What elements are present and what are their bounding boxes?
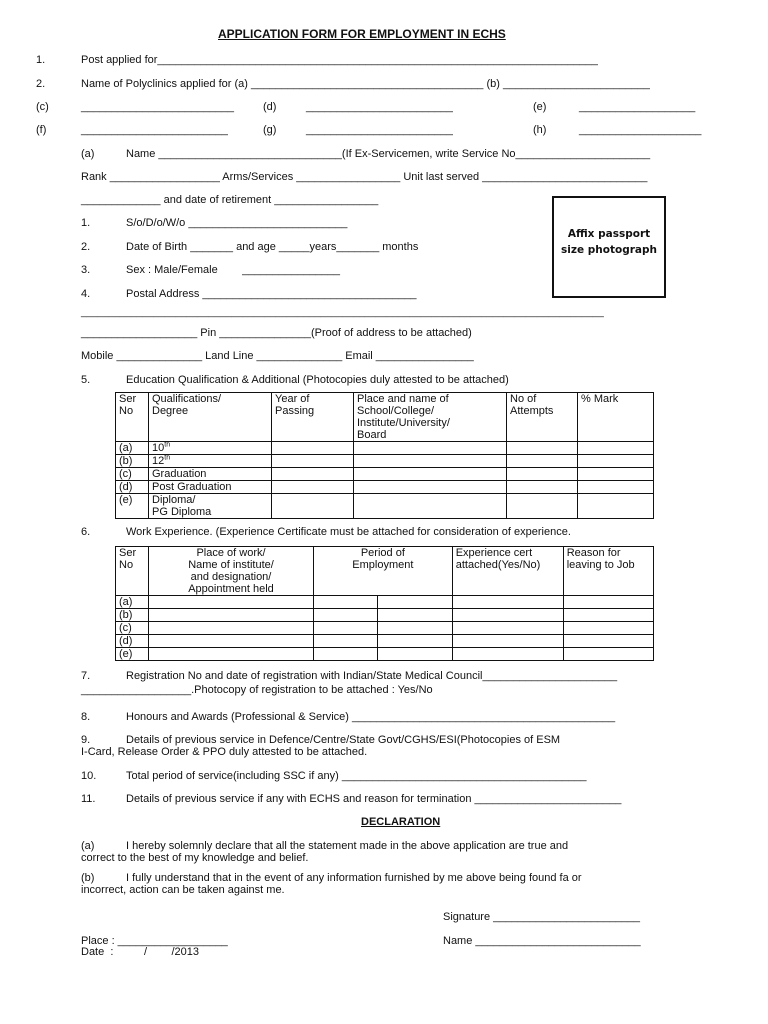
work-reason-cell[interactable] xyxy=(563,635,653,648)
work-place-cell[interactable] xyxy=(149,609,314,622)
edu-header-qualification: Qualifications/ Degree xyxy=(149,393,272,442)
previous-service-text-2: I-Card, Release Order & PPO duly attested to be attached. xyxy=(81,746,368,758)
item-5-number: 5. xyxy=(81,374,91,386)
work-cert-cell[interactable] xyxy=(452,596,563,609)
edu-place-cell[interactable] xyxy=(354,442,507,455)
date-field[interactable]: Date : / /2013 xyxy=(81,946,199,958)
work-from-cell[interactable] xyxy=(314,609,378,622)
polyclinic-e-field[interactable]: ___________________ xyxy=(579,101,696,113)
photo-text-2: size photograph xyxy=(561,244,657,256)
work-place-cell[interactable] xyxy=(149,648,314,661)
work-place-cell[interactable] xyxy=(149,596,314,609)
edu-ser: (a) xyxy=(116,442,149,455)
place-field[interactable]: Place : __________________ xyxy=(81,935,228,947)
edu-ser: (d) xyxy=(116,481,149,494)
work-reason-cell[interactable] xyxy=(563,596,653,609)
name-service-field[interactable]: Name ______________________________(If Ex-Servicemen, write Service No______________________ xyxy=(126,148,651,160)
edu-place-cell[interactable] xyxy=(354,494,507,519)
work-cert-cell[interactable] xyxy=(452,609,563,622)
work-reason-cell[interactable] xyxy=(563,609,653,622)
table-row xyxy=(116,596,654,609)
personal-2-number: 2. xyxy=(81,241,91,253)
declaration-b-text: I fully understand that in the event of any information furnished by me above being found fa or xyxy=(126,872,582,884)
retirement-field[interactable]: _____________ and date of retirement _________________ xyxy=(81,194,379,206)
table-row xyxy=(116,494,654,519)
polyclinic-f-field[interactable]: ________________________ xyxy=(81,124,228,136)
polyclinic-c-label: (c) xyxy=(36,101,49,113)
polyclinic-d-label: (d) xyxy=(263,101,277,113)
personal-4-number: 4. xyxy=(81,288,91,300)
registration-field[interactable]: Registration No and date of registration with Indian/State Medical Council______________________ xyxy=(126,670,618,682)
edu-marks-cell[interactable] xyxy=(578,481,654,494)
work-ser: (d) xyxy=(116,635,149,648)
dob-age-field[interactable]: Date of Birth _______ and age _____years_______ months xyxy=(126,241,419,253)
item-8-number: 8. xyxy=(81,711,91,723)
edu-qual xyxy=(149,442,272,455)
work-from-cell[interactable] xyxy=(314,635,378,648)
signature-field[interactable]: Signature ________________________ xyxy=(443,911,640,923)
work-from-cell[interactable] xyxy=(314,622,378,635)
item-9-number: 9. xyxy=(81,734,91,746)
name-a-label: (a) xyxy=(81,148,95,160)
work-cert-cell[interactable] xyxy=(452,635,563,648)
table-row xyxy=(116,455,654,468)
edu-qual: Graduation xyxy=(149,468,272,481)
edu-qual xyxy=(149,455,272,468)
work-place-cell[interactable] xyxy=(149,622,314,635)
work-header-cert: Experience cert attached(Yes/No) xyxy=(452,547,563,596)
edu-qual-sup: th xyxy=(164,454,171,462)
edu-place-cell[interactable] xyxy=(354,468,507,481)
edu-place-cell[interactable] xyxy=(354,481,507,494)
work-to-cell[interactable] xyxy=(378,648,453,661)
table-row xyxy=(116,609,654,622)
polyclinics-field[interactable]: Name of Polyclinics applied for (a) ______________________________________ (b) ________________________ xyxy=(81,78,650,90)
edu-qual-sup: th xyxy=(164,441,171,449)
work-place-cell[interactable] xyxy=(149,635,314,648)
declaration-heading: DECLARATION xyxy=(361,816,441,828)
edu-year-cell[interactable] xyxy=(272,455,354,468)
work-header-place: Place of work/ Name of institute/ and designation/ Appointment held xyxy=(149,547,314,596)
work-from-cell[interactable] xyxy=(314,648,378,661)
education-heading: Education Qualification & Additional (Photocopies duly attested to be attached) xyxy=(126,374,509,386)
edu-attempts-cell[interactable] xyxy=(507,494,578,519)
item-2-number: 2. xyxy=(36,78,46,90)
edu-header-place: Place and name of School/College/ Institute/University/ Board xyxy=(354,393,507,442)
work-ser: (b) xyxy=(116,609,149,622)
work-ser: (a) xyxy=(116,596,149,609)
edu-year-cell[interactable] xyxy=(272,442,354,455)
item-7-number: 7. xyxy=(81,670,91,682)
table-row xyxy=(116,635,654,648)
edu-marks-cell[interactable] xyxy=(578,494,654,519)
work-cert-cell[interactable] xyxy=(452,622,563,635)
work-cert-cell[interactable] xyxy=(452,648,563,661)
polyclinic-g-field[interactable]: ________________________ xyxy=(306,124,453,136)
work-to-cell[interactable] xyxy=(378,622,453,635)
total-service-field[interactable]: Total period of service(including SSC if any) ________________________________________ xyxy=(126,770,587,782)
edu-qual: Diploma/ PG Diploma xyxy=(149,494,272,519)
item-11-number: 11. xyxy=(81,793,96,805)
work-ser: (e) xyxy=(116,648,149,661)
table-row xyxy=(116,481,654,494)
rank-field[interactable]: Rank __________________ Arms/Services _________________ Unit last served ___________________________ xyxy=(81,171,648,183)
edu-year-cell[interactable] xyxy=(272,494,354,519)
sex-field[interactable]: Sex : Male/Female ________________ xyxy=(126,264,341,276)
work-header-reason: Reason for leaving to Job xyxy=(563,547,653,596)
work-reason-cell[interactable] xyxy=(563,622,653,635)
edu-marks-cell[interactable] xyxy=(578,442,654,455)
work-header-period: Period of Employment xyxy=(314,547,453,596)
photo-text-1: Affix passport xyxy=(567,228,651,240)
edu-year-cell[interactable] xyxy=(272,468,354,481)
work-to-cell[interactable] xyxy=(378,596,453,609)
table-row xyxy=(116,468,654,481)
edu-attempts-cell[interactable] xyxy=(507,455,578,468)
polyclinic-h-label: (h) xyxy=(533,124,547,136)
declaration-a-label: (a) xyxy=(81,840,95,852)
polyclinic-e-label: (e) xyxy=(533,101,547,113)
edu-header-year: Year of Passing xyxy=(272,393,354,442)
polyclinic-f-label: (f) xyxy=(36,124,47,136)
table-row xyxy=(116,648,654,661)
work-to-cell[interactable] xyxy=(378,609,453,622)
postal-address-field[interactable]: Postal Address ___________________________________ xyxy=(126,288,417,300)
edu-header-marks: % Mark xyxy=(578,393,654,442)
name-signature-field[interactable]: Name ___________________________ xyxy=(443,935,641,947)
edu-qual-text: 12 xyxy=(152,455,165,467)
work-experience-heading: Work Experience. (Experience Certificate must be attached for consideration of experience. xyxy=(126,526,571,538)
work-ser: (c) xyxy=(116,622,149,635)
polyclinic-g-label: (g) xyxy=(263,124,277,136)
polyclinic-d-field[interactable]: ________________________ xyxy=(306,101,453,113)
polyclinic-h-field[interactable]: ____________________ xyxy=(579,124,702,136)
edu-ser: (c) xyxy=(116,468,149,481)
item-10-number: 10. xyxy=(81,770,97,782)
polyclinic-c-field[interactable]: _________________________ xyxy=(81,101,234,113)
item-1-number: 1. xyxy=(36,54,46,66)
edu-ser: (e) xyxy=(116,494,149,519)
post-applied-field[interactable]: Post applied for________________________________________________________________________ xyxy=(81,54,598,66)
table-row xyxy=(116,442,654,455)
edu-attempts-cell[interactable] xyxy=(507,481,578,494)
work-reason-cell[interactable] xyxy=(563,648,653,661)
work-experience-table xyxy=(115,546,654,661)
work-to-cell[interactable] xyxy=(378,635,453,648)
edu-attempts-cell[interactable] xyxy=(507,468,578,481)
edu-marks-cell[interactable] xyxy=(578,468,654,481)
pin-field[interactable]: ___________________ Pin _______________(Proof of address to be attached) xyxy=(81,327,472,339)
edu-attempts-cell[interactable] xyxy=(507,442,578,455)
edu-qual: Post Graduation xyxy=(149,481,272,494)
declaration-b-label: (b) xyxy=(81,872,95,884)
edu-ser: (b) xyxy=(116,455,149,468)
edu-year-cell[interactable] xyxy=(272,481,354,494)
work-from-cell[interactable] xyxy=(314,596,378,609)
personal-3-number: 3. xyxy=(81,264,91,276)
echs-service-field[interactable]: Details of previous service if any with ECHS and reason for termination ________________________ xyxy=(126,793,622,805)
personal-1-number: 1. xyxy=(81,217,91,229)
honours-field[interactable]: Honours and Awards (Professional & Service) ___________________________________________ xyxy=(126,711,616,723)
passport-photo-box xyxy=(552,196,666,298)
item-6-number: 6. xyxy=(81,526,91,538)
edu-header-ser: Ser No xyxy=(116,393,149,442)
table-row xyxy=(116,622,654,635)
edu-qual-text: 10 xyxy=(152,442,165,454)
declaration-a-text: I hereby solemnly declare that all the statement made in the above application are true and xyxy=(126,840,569,852)
previous-service-text: Details of previous service in Defence/Centre/State Govt/CGHS/ESI(Photocopies of ESM xyxy=(126,734,561,746)
declaration-b-text-2: incorrect, action can be taken against me. xyxy=(81,884,285,896)
contact-field[interactable]: Mobile ______________ Land Line ______________ Email ________________ xyxy=(81,350,474,362)
education-table xyxy=(115,392,654,519)
edu-place-cell[interactable] xyxy=(354,455,507,468)
relation-field[interactable]: S/o/D/o/W/o __________________________ xyxy=(126,217,348,229)
declaration-a-text-2: correct to the best of my knowledge and belief. xyxy=(81,852,309,864)
edu-marks-cell[interactable] xyxy=(578,455,654,468)
edu-header-attempts: No of Attempts xyxy=(507,393,578,442)
work-header-ser: Ser No xyxy=(116,547,149,596)
registration-photocopy[interactable]: __________________.Photocopy of registration to be attached : Yes/No xyxy=(81,684,433,696)
form-title: APPLICATION FORM FOR EMPLOYMENT IN ECHS xyxy=(218,27,506,41)
address-line-2[interactable]: ______________________________________________________________________________________________ xyxy=(81,307,604,318)
